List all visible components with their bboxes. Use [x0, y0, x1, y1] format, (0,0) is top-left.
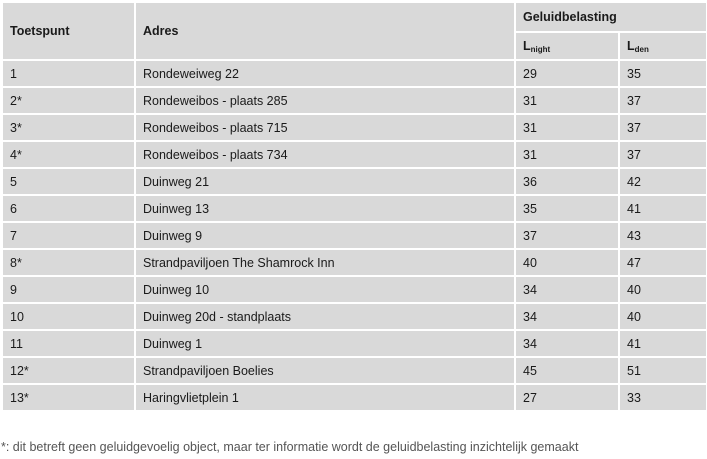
- header-lnight-main: L: [523, 38, 531, 53]
- cell-lnight: 45: [515, 357, 619, 384]
- table-row: [2, 249, 707, 276]
- table-row: [2, 168, 707, 195]
- cell-adres: Duinweg 21: [135, 168, 515, 195]
- header-adres: Adres: [135, 2, 515, 60]
- cell-adres: Duinweg 9: [135, 222, 515, 249]
- cell-toetspunt: 3*: [2, 114, 135, 141]
- cell-toetspunt: 11: [2, 330, 135, 357]
- cell-lden: 41: [619, 195, 707, 222]
- cell-adres: Rondeweibos - plaats 734: [135, 141, 515, 168]
- header-lnight-sub: night: [530, 44, 551, 54]
- cell-lnight: 40: [515, 249, 619, 276]
- cell-adres: Duinweg 20d - standplaats: [135, 303, 515, 330]
- cell-toetspunt: 5: [2, 168, 135, 195]
- cell-lnight: 27: [515, 384, 619, 411]
- cell-lnight: 31: [515, 87, 619, 114]
- cell-lden: 41: [619, 330, 707, 357]
- cell-lden: 40: [619, 276, 707, 303]
- cell-toetspunt: 9: [2, 276, 135, 303]
- cell-adres: Rondeweiweg 22: [135, 60, 515, 87]
- cell-adres: Duinweg 1: [135, 330, 515, 357]
- footnote: *: dit betreft geen geluidgevoelig object, maar ter informatie wordt de geluidbelasting inzichtelijk gemaakt: [1, 440, 579, 454]
- cell-toetspunt: 12*: [2, 357, 135, 384]
- cell-lden: 37: [619, 141, 707, 168]
- cell-adres: Rondeweibos - plaats 285: [135, 87, 515, 114]
- cell-lden: 47: [619, 249, 707, 276]
- header-lden-main: L: [627, 38, 635, 53]
- table-row: [2, 357, 707, 384]
- cell-lden: 40: [619, 303, 707, 330]
- cell-lnight: 29: [515, 60, 619, 87]
- table-header: [2, 2, 707, 60]
- cell-lden: 43: [619, 222, 707, 249]
- cell-toetspunt: 8*: [2, 249, 135, 276]
- cell-adres: Haringvlietplein 1: [135, 384, 515, 411]
- cell-toetspunt: 6: [2, 195, 135, 222]
- table-row: [2, 87, 707, 114]
- cell-toetspunt: 1: [2, 60, 135, 87]
- noise-table: [1, 1, 707, 412]
- cell-lden: 37: [619, 87, 707, 114]
- header-lden: [619, 32, 707, 60]
- cell-adres: Strandpaviljoen The Shamrock Inn: [135, 249, 515, 276]
- cell-lnight: 35: [515, 195, 619, 222]
- table-row: [2, 60, 707, 87]
- cell-lnight: 31: [515, 141, 619, 168]
- cell-toetspunt: 2*: [2, 87, 135, 114]
- cell-toetspunt: 7: [2, 222, 135, 249]
- cell-lnight: 37: [515, 222, 619, 249]
- header-lnight: [515, 32, 619, 60]
- cell-lnight: 34: [515, 303, 619, 330]
- cell-adres: Duinweg 10: [135, 276, 515, 303]
- cell-lnight: 34: [515, 276, 619, 303]
- table-row: [2, 303, 707, 330]
- header-toetspunt: Toetspunt: [2, 2, 135, 60]
- header-lden-sub: den: [634, 44, 649, 54]
- cell-lden: 42: [619, 168, 707, 195]
- cell-lden: 35: [619, 60, 707, 87]
- cell-toetspunt: 13*: [2, 384, 135, 411]
- header-geluidbelasting: Geluidbelasting: [515, 2, 707, 32]
- table-row: [2, 384, 707, 411]
- cell-adres: Strandpaviljoen Boelies: [135, 357, 515, 384]
- table-row: [2, 276, 707, 303]
- cell-toetspunt: 10: [2, 303, 135, 330]
- cell-adres: Rondeweibos - plaats 715: [135, 114, 515, 141]
- cell-lden: 51: [619, 357, 707, 384]
- table-row: [2, 222, 707, 249]
- cell-lden: 33: [619, 384, 707, 411]
- table-body: [2, 60, 707, 411]
- table-row: [2, 114, 707, 141]
- table-row: [2, 330, 707, 357]
- cell-lnight: 34: [515, 330, 619, 357]
- cell-lnight: 31: [515, 114, 619, 141]
- cell-lden: 37: [619, 114, 707, 141]
- cell-toetspunt: 4*: [2, 141, 135, 168]
- cell-lnight: 36: [515, 168, 619, 195]
- table-row: [2, 195, 707, 222]
- table-row: [2, 141, 707, 168]
- cell-adres: Duinweg 13: [135, 195, 515, 222]
